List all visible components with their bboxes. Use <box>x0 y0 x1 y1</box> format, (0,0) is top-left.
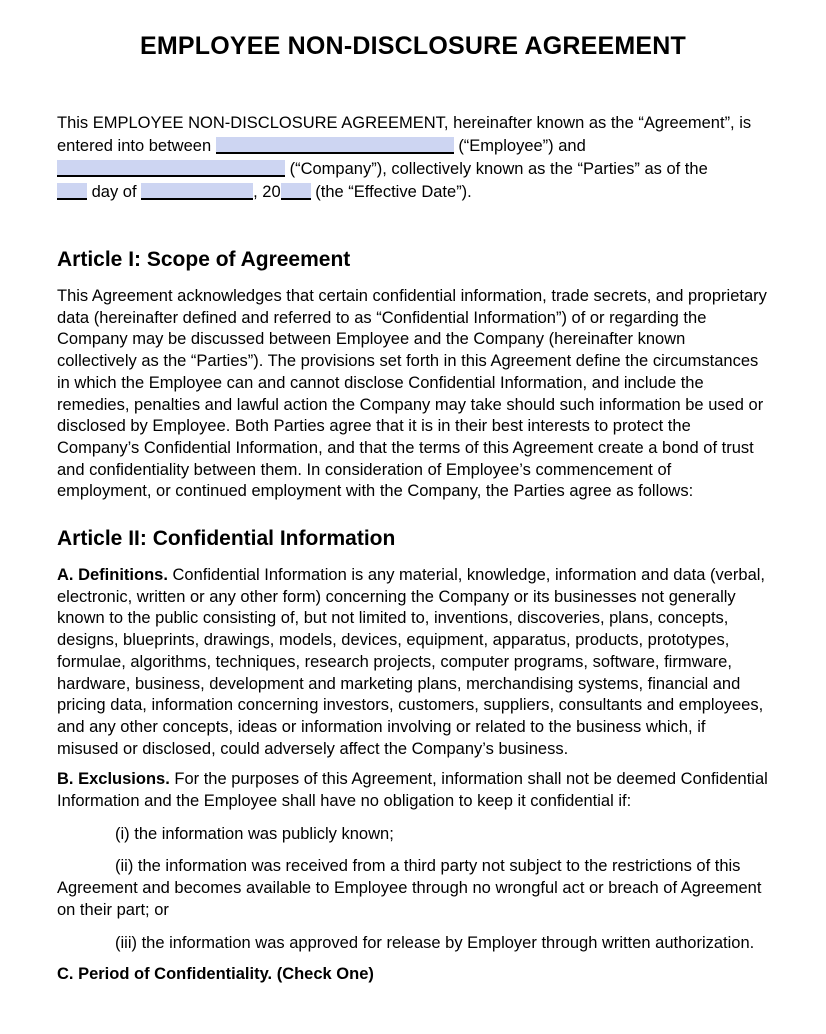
document-title: EMPLOYEE NON-DISCLOSURE AGREEMENT <box>140 32 686 60</box>
intro-line-2-text-after: (“Employee”) and <box>458 137 586 155</box>
article-2-heading: Article II: Confidential Information <box>57 527 396 551</box>
intro-line-1 <box>57 112 769 135</box>
intro-line-1-text: This EMPLOYEE NON-DISCLOSURE AGREEMENT, hereinafter known as the “Agreement”, is <box>57 114 752 132</box>
exclusions-paragraph <box>57 769 769 812</box>
intro-line-4-comma-20: , 20 <box>253 183 281 201</box>
article-1-heading: Article I: Scope of Agreement <box>57 248 351 271</box>
definitions-paragraph <box>57 565 769 760</box>
exclusions-body: For the purposes of this Agreement, information shall not be deemed Confidential Information and the Employee shall have no obligation to keep it confidential if: <box>57 770 768 811</box>
effective-month-field[interactable] <box>141 183 253 200</box>
period-of-confidentiality-label: C. Period of Confidentiality. (Check One) <box>57 965 374 984</box>
employee-name-field[interactable] <box>216 137 454 154</box>
exclusion-item-iii: (iii) the information was approved for release by Employer through written authorization. <box>115 933 755 952</box>
intro-line-4-day-of: day of <box>91 183 137 201</box>
effective-day-field[interactable] <box>57 183 87 200</box>
intro-line-2 <box>57 135 769 158</box>
exclusion-item-i: (i) the information was publicly known; <box>115 824 394 843</box>
article-1-body: This Agreement acknowledges that certain confidential information, trade secrets, and proprietary data (hereinafter defined and referred to as “Confidential Information”) of or regarding the Company may be discussed between Employee and the Company (hereinafter known collectively as the “Parties”). The provisions set forth in this Agreement define the circumstances in which the Employee can and cannot disclose Confidential Information, and include the remedies, penalties and lawful action the Company may take should such information be used or disclosed by Employee. Both Parties agree that it is in their best interests to protect the Company’s Confidential Information, and that the terms of this Agreement create a bond of trust and confidentiality between them. In consideration of Employee’s commencement of employment, or continued employment with the Company, the Parties agree as follows: <box>57 287 767 501</box>
intro-line-2-text: entered into between <box>57 137 212 155</box>
exclusions-label: B. Exclusions. <box>57 770 170 789</box>
definitions-label: A. Definitions. <box>57 566 168 585</box>
exclusion-item-ii: (ii) the information was received from a third party not subject to the restrictions of this Agreement and becomes available to Employee through no wrongful act or breach of Agreement on their part; or <box>57 857 762 919</box>
intro-line-4 <box>57 181 769 204</box>
intro-paragraph <box>57 112 769 204</box>
intro-line-4-end: (the “Effective Date”). <box>315 183 472 201</box>
effective-year-field[interactable] <box>281 183 311 200</box>
company-name-field[interactable] <box>57 160 285 177</box>
intro-line-3 <box>57 158 769 181</box>
definitions-body: Confidential Information is any material, knowledge, information and data (verbal, electronic, written or any other form) concerning the Company or its businesses not generally known to the public consisting of, but not limited to, inventions, discoveries, plans, concepts, designs, blueprints, drawings, models, devices, equipment, apparatus, products, prototypes, formulae, algorithms, techniques, research projects, computer programs, software, firmware, hardware, business, development and marketing plans, merchandising systems, financial and pricing data, information concerning investors, customers, suppliers, consultants and employees, and any other concepts, ideas or information involving or related to the business which, if misused or disclosed, could adversely affect the Company’s business. <box>57 566 766 758</box>
intro-line-3-text: (“Company”), collectively known as the “Parties” as of the <box>289 160 708 178</box>
